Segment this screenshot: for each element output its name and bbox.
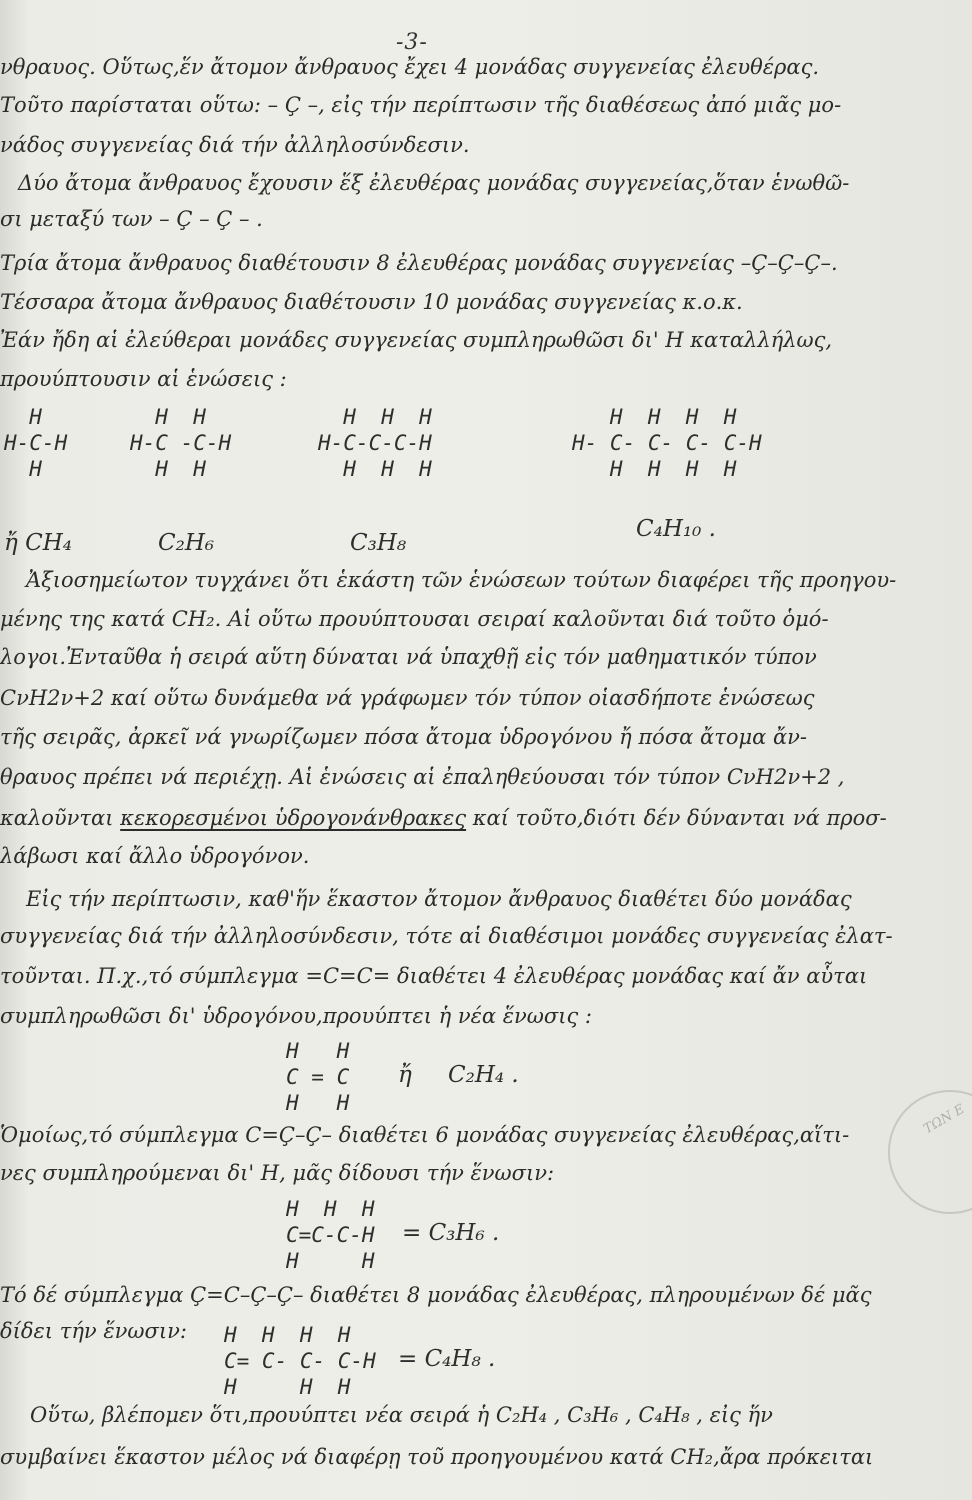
text-line: Τρία ἄτομα ἄνθραυος διαθέτουσιν 8 ἐλευθέρας μονάδας συγγενείας –Ç–Ç–Ç–.	[0, 251, 838, 275]
molecular-formula-label: C₂H₆	[158, 530, 215, 556]
text-line: νθραυος. Οὕτως,ἕν ἄτομον ἄνθραυος ἔχει 4 μονάδας συγγενείας ἐλευθέρας.	[0, 55, 820, 79]
text-line: Εἰς τήν περίπτωσιν, καθ'ἥν ἕκαστον ἄτομον ἄνθραυος διαθέτει δύο μονάδας	[26, 887, 852, 911]
structural-formula-butane: H H H H H- C- C- C- C-H H H H H	[572, 405, 762, 481]
text-line: Ἐάν ἤδη αἱ ἐλεύθεραι μονάδες συγγενείας συμπληρωθῶσι δι' H καταλλήλως,	[0, 328, 833, 352]
text-line: Ἀξιοσημείωτον τυγχάνει ὅτι ἑκάστη τῶν ἑνώσεων τούτων διαφέρει τῆς προηγου-	[26, 568, 897, 592]
text-line: δίδει τήν ἕνωσιν:	[0, 1319, 187, 1343]
text-line: θραυος πρέπει νά περιέχῃ. Αἱ ἑνώσεις αἱ ἐπαληθεύουσαι τόν τύπον CνH2ν+2 ,	[0, 765, 845, 789]
text-line: συμπληρωθῶσι δι' ὑδρογόνου,προυύπτει ἡ νέα ἕνωσις :	[0, 1004, 592, 1028]
text-line: Οὕτω, βλέπομεν ὅτι,προυύπτει νέα σειρά ἡ C₂H₄ , C₃H₆ , C₄H₈ , εἰς ἥν	[30, 1403, 773, 1427]
molecular-formula-label: = C₄H₈ .	[398, 1346, 496, 1372]
molecular-formula-label: C₄H₁₀ .	[636, 516, 716, 542]
text-line: νάδος συγγενείας διά τήν ἀλληλοσύνδεσιν.	[0, 133, 470, 157]
text-line: μένης της κατά CH₂. Αἱ οὕτω προυύπτουσαι σειραί καλοῦνται διά τοῦτο ὁμό-	[0, 607, 829, 631]
text-line: Τοῦτο παρίσταται οὕτω: – Ç –, εἰς τήν περίπτωσιν τῆς διαθέσεως ἀπό μιᾶς μο-	[0, 93, 842, 117]
text-line: τοῦνται. Π.χ.,τό σύμπλεγμα =C=C= διαθέτει 4 ἐλευθέρας μονάδας καί ἄν αὗται	[0, 964, 868, 988]
structural-formula-butylene: H H H H C= C- C- C-H H H H	[224, 1323, 376, 1399]
molecular-formula-label: = C₃H₆ .	[402, 1220, 500, 1246]
structural-formula-ethylene: H H C = C H H	[286, 1039, 350, 1115]
text-line: λάβωσι καί ἄλλο ὑδρογόνον.	[0, 844, 310, 868]
structural-formula-propane: H H H H-C-C-C-H H H H	[318, 405, 432, 481]
text-fragment: ἤ	[398, 1062, 412, 1088]
text-line: συγγενείας διά τήν ἀλληλοσύνδεσιν, τότε αἱ διαθέσιμοι μονάδες συγγενείας ἐλατ-	[0, 924, 893, 948]
text-line: Τέσσαρα ἄτομα ἄνθραυος διαθέτουσιν 10 μονάδας συγγενείας κ.ο.κ.	[0, 290, 743, 314]
text-line: τῆς σειρᾶς, ἀρκεῖ νά γνωρίζωμεν πόσα ἄτομα ὑδρογόνου ἤ πόσα ἄτομα ἄν-	[0, 725, 808, 749]
text-line: Τό δέ σύμπλεγμα Ç=C–Ç–Ç– διαθέτει 8 μονάδας ἐλευθέρας, πληρουμένων δέ μᾶς	[0, 1283, 872, 1307]
text-line: λογοι.Ἐνταῦθα ἡ σειρά αὕτη δύναται νά ὑπαχθῇ εἰς τόν μαθηματικόν τύπον	[0, 645, 817, 669]
text-line: νες συμπληρούμεναι δι' H, μᾶς δίδουσι τήν ἕνωσιν:	[0, 1161, 555, 1185]
text-line: CνH2ν+2 καί οὕτω δυνάμεθα νά γράφωμεν τόν τύπον οἱασδήποτε ἑνώσεως	[0, 686, 815, 710]
text-line	[0, 803, 887, 833]
text-fragment: καί τοῦτο,διότι δέν δύνανται νά προσ-	[472, 806, 887, 830]
structural-formula-propylene: H H H C=C-C-H H H	[286, 1197, 375, 1273]
text-fragment: καλοῦνται	[0, 806, 114, 830]
structural-formula-methane: H H-C-H H	[4, 405, 68, 481]
text-line: συμβαίνει ἕκαστον μέλος νά διαφέρῃ τοῦ προηγουμένου κατά CH₂,ἄρα πρόκειται	[0, 1445, 874, 1469]
stamp-text: ΤΩΝ Ε	[920, 1101, 967, 1138]
text-line: σι μεταξύ των – Ç – Ç – .	[0, 207, 263, 231]
page-number: -3-	[396, 30, 428, 55]
text-line: Ὁμοίως,τό σύμπλεγμα C=Ç–Ç– διαθέτει 6 μονάδας συγγενείας ἐλευθέρας,αἵτι-	[0, 1123, 850, 1147]
structural-formula-ethane: H H H-C -C-H H H	[130, 405, 232, 481]
molecular-formula-label: C₂H₄ .	[448, 1062, 519, 1088]
text-line: προυύπτουσιν αἱ ἑνώσεις :	[0, 367, 287, 391]
underlined-term: κεκορεσμένοι ὑδρογονάνθρακες	[120, 806, 467, 830]
molecular-formula-label: C₃H₈	[350, 530, 407, 556]
text-line: Δύο ἄτομα ἄνθραυος ἔχουσιν ἕξ ἐλευθέρας μονάδας συγγενείας,ὅταν ἑνωθῶ-	[18, 171, 850, 195]
molecular-formula-label: ἤ CH₄	[4, 530, 72, 556]
